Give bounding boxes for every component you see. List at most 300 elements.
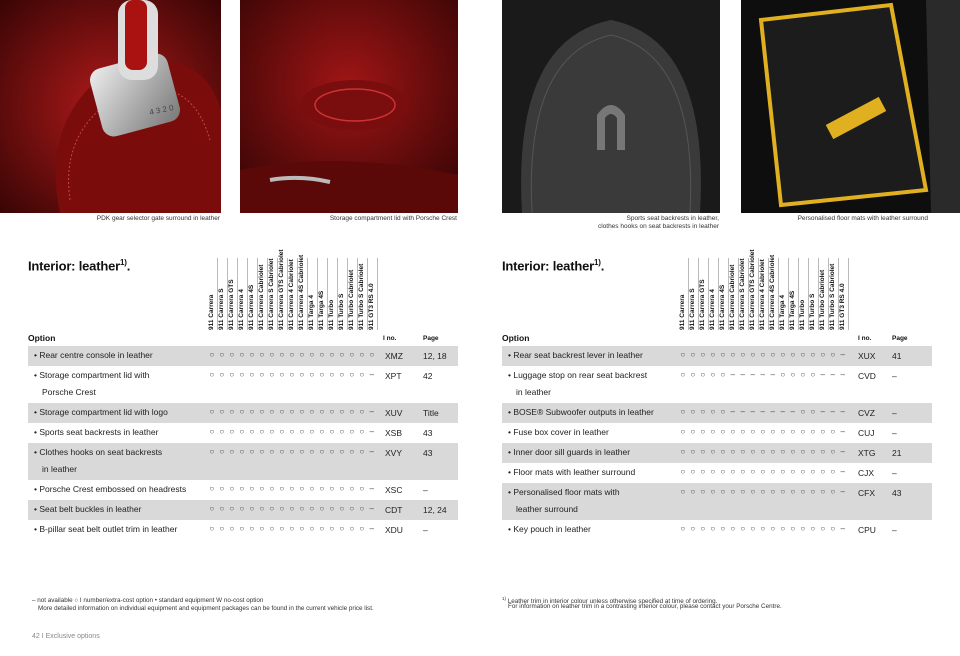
availability-mark: ○ (279, 484, 285, 493)
availability-mark: ○ (700, 487, 706, 496)
availability-mark: ○ (760, 350, 766, 359)
availability-mark: ○ (229, 407, 235, 416)
table-row (28, 443, 458, 480)
availability-mark: ○ (209, 447, 215, 456)
availability-mark: ○ (790, 467, 796, 476)
availability-mark: ○ (770, 467, 776, 476)
ino-code: XUV (385, 408, 403, 418)
header-page: Page (892, 335, 908, 342)
ino-code: CDT (385, 505, 403, 515)
table-row (502, 463, 932, 483)
header-ino: I no. (383, 335, 397, 342)
table-row (502, 366, 932, 403)
availability-mark: ○ (269, 447, 275, 456)
model-header: 911 Turbo (799, 299, 806, 330)
page-ref: 42 (423, 371, 433, 381)
availability-mark: ○ (359, 504, 365, 513)
availability-mark: ○ (259, 447, 265, 456)
availability-mark: ○ (800, 350, 806, 359)
availability-mark: ○ (810, 370, 816, 379)
ino-code: XDU (385, 525, 403, 535)
availability-mark: ○ (269, 370, 275, 379)
availability-mark: ○ (219, 407, 225, 416)
availability-mark: ○ (279, 504, 285, 513)
model-header: 911 Turbo Cabriolet (348, 269, 355, 330)
availability-mark: ○ (309, 484, 315, 493)
availability-mark: ○ (339, 504, 345, 513)
model-header: 911 Turbo S Cabriolet (829, 263, 836, 330)
availability-mark: ○ (720, 524, 726, 533)
option-label: • Rear seat backrest lever in leather (508, 350, 643, 360)
availability-mark: ○ (810, 350, 816, 359)
model-header: 911 Targa 4S (789, 290, 796, 330)
availability-mark: ○ (730, 524, 736, 533)
availability-mark: ○ (740, 487, 746, 496)
option-label: • B-pillar seat belt outlet trim in leather (34, 524, 178, 534)
availability-mark: ○ (349, 504, 355, 513)
availability-mark: ○ (239, 524, 245, 533)
availability-mark: ○ (710, 447, 716, 456)
model-header: 911 Carrera 4 Cabriolet (759, 259, 766, 330)
availability-mark: – (369, 447, 374, 456)
availability-mark: ○ (299, 407, 305, 416)
page-ref: Title (423, 408, 439, 418)
page-ref: – (423, 525, 428, 535)
availability-mark: ○ (750, 447, 756, 456)
availability-mark: ○ (700, 407, 706, 416)
availability-mark: ○ (820, 350, 826, 359)
availability-mark: ○ (339, 370, 345, 379)
model-header: 911 Targa 4 (779, 295, 786, 330)
availability-mark: ○ (680, 487, 686, 496)
model-header: 911 GT3 RS 4.0 (368, 283, 375, 330)
model-header: 911 Turbo S Cabriolet (358, 263, 365, 330)
availability-mark: – (770, 407, 775, 416)
table-row (502, 483, 932, 520)
availability-mark: – (790, 407, 795, 416)
option-label: • BOSE® Subwoofer outputs in leather (508, 407, 654, 417)
availability-mark: ○ (680, 524, 686, 533)
availability-mark: ○ (289, 484, 295, 493)
photo-pdk-gear-selector (0, 0, 221, 213)
availability-mark: ○ (289, 427, 295, 436)
availability-mark: ○ (209, 370, 215, 379)
availability-mark: ○ (710, 487, 716, 496)
availability-mark: ○ (269, 484, 275, 493)
availability-mark: ○ (349, 484, 355, 493)
availability-mark: ○ (349, 407, 355, 416)
availability-mark: ○ (800, 447, 806, 456)
availability-mark: ○ (319, 370, 325, 379)
page-ref: 21 (892, 448, 902, 458)
availability-mark: – (770, 370, 775, 379)
option-label: • Sports seat backrests in leather (34, 427, 159, 437)
availability-mark: ○ (700, 370, 706, 379)
section-title: Interior: leather$^{1)}$. (502, 258, 605, 274)
ino-code: XUX (858, 351, 876, 361)
availability-mark: ○ (750, 350, 756, 359)
table-rows (28, 346, 458, 540)
page-ref: – (892, 468, 897, 478)
availability-mark: ○ (239, 350, 245, 359)
availability-mark: ○ (690, 524, 696, 533)
availability-mark: ○ (239, 407, 245, 416)
availability-mark: ○ (750, 427, 756, 436)
availability-mark: ○ (359, 407, 365, 416)
availability-mark: ○ (780, 524, 786, 533)
availability-mark: ○ (219, 350, 225, 359)
availability-mark: ○ (209, 407, 215, 416)
availability-mark: ○ (299, 484, 305, 493)
availability-mark: – (840, 487, 845, 496)
availability-mark: ○ (319, 484, 325, 493)
availability-mark: ○ (690, 487, 696, 496)
availability-mark: ○ (680, 467, 686, 476)
availability-mark: ○ (349, 447, 355, 456)
availability-mark: ○ (329, 524, 335, 533)
availability-mark: ○ (810, 487, 816, 496)
availability-mark: ○ (710, 350, 716, 359)
availability-mark: ○ (309, 407, 315, 416)
availability-mark: ○ (720, 407, 726, 416)
availability-mark: ○ (700, 447, 706, 456)
availability-mark: ○ (750, 487, 756, 496)
model-header: 911 Carrera GTS Cabriolet (749, 249, 756, 330)
availability-mark: ○ (800, 427, 806, 436)
availability-mark: ○ (720, 350, 726, 359)
footnote: $^{1)}$ Leather trim in interior colour unless otherwise specified at time of ordering. (502, 596, 718, 606)
availability-mark: ○ (339, 427, 345, 436)
availability-mark: ○ (249, 427, 255, 436)
availability-mark: ○ (740, 524, 746, 533)
availability-mark: ○ (279, 350, 285, 359)
availability-mark: ○ (299, 370, 305, 379)
availability-mark: ○ (820, 427, 826, 436)
availability-mark: ○ (309, 447, 315, 456)
availability-mark: ○ (710, 407, 716, 416)
availability-mark: ○ (730, 447, 736, 456)
availability-mark: ○ (339, 524, 345, 533)
availability-mark: ○ (299, 524, 305, 533)
page-ref: 41 (892, 351, 902, 361)
ino-code: CVZ (858, 408, 875, 418)
availability-mark: – (750, 407, 755, 416)
availability-mark: ○ (309, 370, 315, 379)
availability-mark: ○ (820, 447, 826, 456)
availability-mark: ○ (760, 447, 766, 456)
availability-mark: ○ (720, 370, 726, 379)
availability-mark: ○ (319, 447, 325, 456)
availability-mark: ○ (259, 504, 265, 513)
availability-mark: – (760, 407, 765, 416)
table-row (502, 403, 932, 423)
availability-mark: ○ (249, 350, 255, 359)
legend-line1: – not available ○ I number/extra-cost option • standard equipment W no-cost option (32, 597, 264, 604)
option-label: • Rear centre console in leather (34, 350, 153, 360)
availability-mark: ○ (820, 487, 826, 496)
availability-mark: ○ (800, 524, 806, 533)
model-header: 911 Carrera GTS (699, 279, 706, 330)
table-row (502, 346, 932, 366)
header-ino: I no. (858, 335, 872, 342)
availability-mark: ○ (780, 487, 786, 496)
availability-mark: ○ (830, 487, 836, 496)
availability-mark: – (840, 467, 845, 476)
availability-mark: ○ (720, 487, 726, 496)
availability-mark: ○ (289, 350, 295, 359)
availability-mark: – (760, 370, 765, 379)
availability-mark: ○ (229, 427, 235, 436)
availability-mark: ○ (790, 447, 796, 456)
availability-mark: ○ (269, 407, 275, 416)
availability-mark: ○ (339, 484, 345, 493)
availability-mark: ○ (700, 524, 706, 533)
availability-mark: ○ (209, 427, 215, 436)
option-label: • Seat belt buckles in leather (34, 504, 142, 514)
option-label: • Clothes hooks on seat backrests in leather (34, 447, 163, 474)
model-header: 911 Carrera (208, 294, 215, 330)
availability-mark: ○ (249, 524, 255, 533)
availability-mark: ○ (770, 427, 776, 436)
page-ref: – (892, 428, 897, 438)
availability-mark: ○ (730, 487, 736, 496)
availability-mark: ○ (700, 427, 706, 436)
header-page: Page (423, 335, 439, 342)
availability-mark: ○ (239, 370, 245, 379)
availability-mark: ○ (249, 407, 255, 416)
availability-mark: ○ (329, 370, 335, 379)
availability-mark: ○ (229, 370, 235, 379)
option-label: • Porsche Crest embossed on headrests (34, 484, 187, 494)
caption-photo3-line1: Sports seat backrests in leather, (626, 215, 719, 222)
ino-code: CPU (858, 525, 876, 535)
availability-mark: ○ (780, 447, 786, 456)
availability-mark: ○ (239, 504, 245, 513)
model-header: 911 Carrera 4S (719, 284, 726, 330)
availability-mark: ○ (299, 504, 305, 513)
availability-mark: ○ (820, 524, 826, 533)
availability-mark: ○ (680, 427, 686, 436)
availability-mark: ○ (329, 427, 335, 436)
availability-mark: – (369, 504, 374, 513)
availability-mark: ○ (229, 484, 235, 493)
availability-mark: ○ (239, 447, 245, 456)
caption-photo3-line2: clothes hooks on seat backrests in leather (597, 223, 719, 230)
availability-mark: – (369, 524, 374, 533)
model-header: 911 Carrera GTS (228, 279, 235, 330)
availability-mark: ○ (209, 484, 215, 493)
availability-mark: – (369, 427, 374, 436)
table-row (28, 403, 458, 423)
availability-mark: ○ (810, 407, 816, 416)
availability-mark: ○ (219, 524, 225, 533)
availability-mark: ○ (279, 447, 285, 456)
ino-code: XSB (385, 428, 403, 438)
section-title: Interior: leather$^{1)}$. (28, 258, 131, 274)
option-label: • Personalised floor mats with leather surround (508, 487, 620, 514)
availability-mark: ○ (209, 524, 215, 533)
availability-mark: ○ (710, 524, 716, 533)
availability-mark: ○ (359, 524, 365, 533)
availability-mark: ○ (810, 524, 816, 533)
page-ref: – (892, 525, 897, 535)
availability-mark: ○ (750, 467, 756, 476)
table-row (28, 520, 458, 540)
availability-mark: ○ (700, 350, 706, 359)
availability-mark: ○ (359, 350, 365, 359)
availability-mark: ○ (219, 504, 225, 513)
availability-mark: ○ (319, 350, 325, 359)
model-header: 911 Carrera 4S Cabriolet (298, 254, 305, 330)
availability-mark: – (740, 370, 745, 379)
ino-code: XSC (385, 485, 403, 495)
availability-mark: ○ (309, 504, 315, 513)
availability-mark: – (730, 370, 735, 379)
availability-mark: ○ (299, 350, 305, 359)
availability-mark: ○ (219, 484, 225, 493)
availability-mark: ○ (800, 407, 806, 416)
model-header: 911 Carrera 4 Cabriolet (288, 259, 295, 330)
page-ref: – (423, 485, 428, 495)
availability-mark: ○ (740, 350, 746, 359)
ino-code: XPT (385, 371, 402, 381)
svg-text:4 3 2 0: 4 3 2 0 (148, 103, 175, 117)
availability-mark: ○ (349, 524, 355, 533)
availability-mark: ○ (339, 350, 345, 359)
availability-mark: ○ (770, 524, 776, 533)
availability-mark: ○ (710, 467, 716, 476)
model-header: 911 Carrera S (689, 288, 696, 330)
availability-mark: ○ (800, 467, 806, 476)
availability-mark: ○ (760, 427, 766, 436)
option-label: • Key pouch in leather (508, 524, 591, 534)
availability-mark: ○ (219, 447, 225, 456)
availability-mark: ○ (339, 407, 345, 416)
header-option: Option (28, 333, 56, 343)
availability-mark: ○ (770, 447, 776, 456)
availability-mark: ○ (229, 504, 235, 513)
model-header: 911 Turbo S (338, 293, 345, 330)
ino-code: CJX (858, 468, 875, 478)
availability-mark: ○ (810, 467, 816, 476)
availability-mark: ○ (810, 427, 816, 436)
availability-mark: ○ (730, 467, 736, 476)
availability-mark: ○ (730, 350, 736, 359)
availability-mark: – (830, 407, 835, 416)
availability-mark: ○ (760, 524, 766, 533)
availability-mark: ○ (259, 370, 265, 379)
model-header: 911 Targa 4 (308, 295, 315, 330)
availability-mark: ○ (780, 350, 786, 359)
table-rows (502, 346, 932, 540)
page-ref: 43 (423, 448, 433, 458)
availability-mark: ○ (269, 350, 275, 359)
ino-code: XMZ (385, 351, 403, 361)
model-header: 911 Carrera S Cabriolet (739, 258, 746, 330)
availability-mark: ○ (329, 504, 335, 513)
availability-mark: – (840, 427, 845, 436)
page-ref: 12, 24 (423, 505, 447, 515)
availability-mark: ○ (720, 427, 726, 436)
availability-mark: – (820, 407, 825, 416)
availability-mark: ○ (269, 504, 275, 513)
model-header: 911 Turbo Cabriolet (819, 269, 826, 330)
option-label: • Inner door sill guards in leather (508, 447, 631, 457)
availability-mark: ○ (249, 504, 255, 513)
availability-mark: ○ (359, 427, 365, 436)
option-label: • Floor mats with leather surround (508, 467, 636, 477)
table-row (28, 500, 458, 520)
availability-mark: ○ (770, 487, 776, 496)
model-header: 911 Carrera GTS Cabriolet (278, 249, 285, 330)
availability-mark: ○ (800, 487, 806, 496)
ino-code: CUJ (858, 428, 875, 438)
model-header: 911 GT3 RS 4.0 (839, 283, 846, 330)
availability-mark: ○ (209, 504, 215, 513)
page-ref: 43 (423, 428, 433, 438)
availability-mark: – (840, 370, 845, 379)
model-header: 911 Carrera S Cabriolet (268, 258, 275, 330)
header-option: Option (502, 333, 530, 343)
availability-mark: ○ (770, 350, 776, 359)
availability-mark: ○ (289, 504, 295, 513)
availability-mark: ○ (259, 427, 265, 436)
availability-mark: ○ (309, 350, 315, 359)
model-header: 911 Carrera (679, 294, 686, 330)
availability-mark: ○ (690, 467, 696, 476)
availability-mark: ○ (279, 427, 285, 436)
availability-mark: – (840, 407, 845, 416)
availability-mark: ○ (329, 350, 335, 359)
model-header: 911 Carrera 4S (248, 284, 255, 330)
availability-mark: ○ (279, 407, 285, 416)
legend-line2: More detailed information on individual equipment and equipment packages can be found in the current vehicle price list. (38, 605, 374, 612)
availability-mark: ○ (319, 524, 325, 533)
availability-mark: ○ (690, 407, 696, 416)
availability-mark: ○ (680, 370, 686, 379)
ino-code: CFX (858, 488, 875, 498)
table-row (28, 480, 458, 500)
model-headers (207, 249, 377, 330)
availability-mark: ○ (720, 447, 726, 456)
availability-mark: – (369, 407, 374, 416)
model-header: 911 Carrera 4 (238, 289, 245, 330)
availability-mark: ○ (740, 427, 746, 436)
page-number: 42 I Exclusive options (32, 633, 100, 640)
model-header: 911 Carrera S (218, 288, 225, 330)
availability-mark: ○ (329, 447, 335, 456)
availability-mark: ○ (790, 524, 796, 533)
photo-storage-lid-crest (240, 0, 458, 213)
availability-mark: ○ (690, 350, 696, 359)
availability-mark: – (740, 407, 745, 416)
availability-mark: ○ (269, 427, 275, 436)
model-header: 911 Carrera Cabriolet (258, 264, 265, 330)
model-header: 911 Carrera Cabriolet (729, 264, 736, 330)
option-label: • Fuse box cover in leather (508, 427, 609, 437)
availability-mark: ○ (820, 467, 826, 476)
table-row (28, 366, 458, 403)
availability-mark: – (750, 370, 755, 379)
availability-mark: ○ (349, 370, 355, 379)
availability-mark: ○ (780, 427, 786, 436)
table-row (502, 443, 932, 463)
availability-mark: ○ (339, 447, 345, 456)
availability-mark: – (820, 370, 825, 379)
model-header: 911 Turbo (328, 299, 335, 330)
availability-mark: ○ (309, 427, 315, 436)
availability-mark: – (369, 484, 374, 493)
